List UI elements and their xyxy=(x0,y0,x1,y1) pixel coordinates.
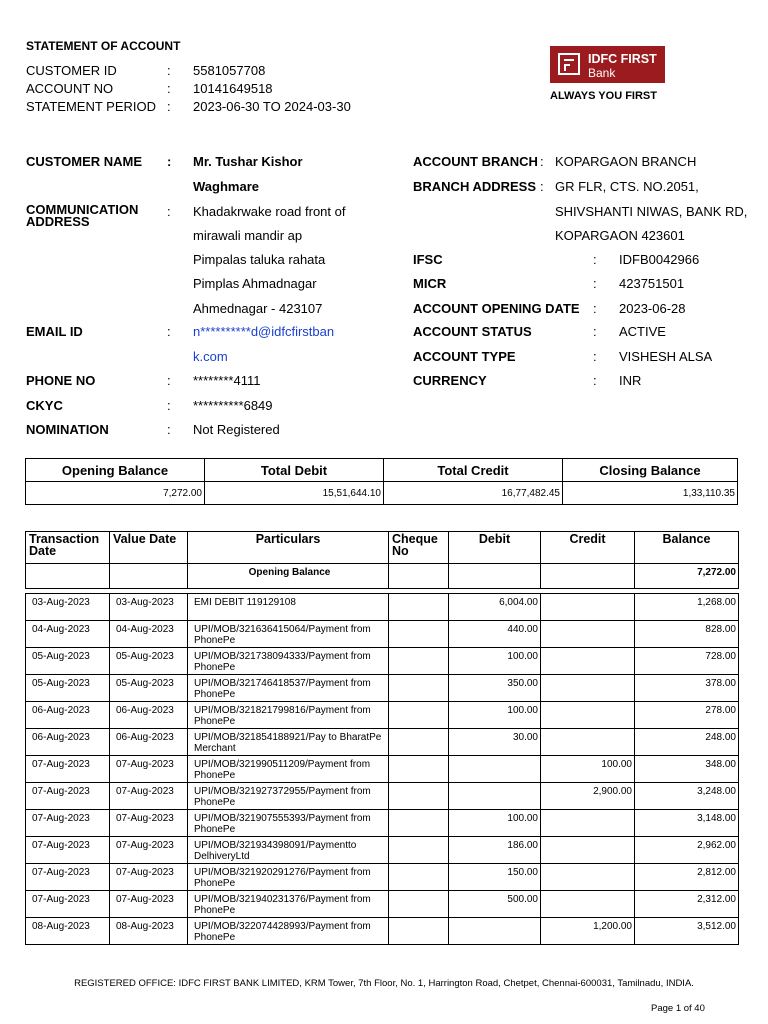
statement-title: STATEMENT OF ACCOUNT xyxy=(26,39,181,53)
idfc-first-bank-logo xyxy=(550,46,665,83)
colon: : xyxy=(540,154,544,169)
colon: : xyxy=(167,81,171,96)
particulars-cell: UPI/MOB/321940231376/Payment from PhonePe xyxy=(188,890,389,917)
currency-label: CURRENCY xyxy=(413,373,487,388)
value-date-cell: 03-Aug-2023 xyxy=(110,594,188,621)
credit-cell: 2,900.00 xyxy=(541,782,635,809)
balance-cell: 2,312.00 xyxy=(635,890,739,917)
particulars-cell: UPI/MOB/321821799816/Payment from PhonePe xyxy=(188,701,389,728)
table-row xyxy=(26,701,739,728)
particulars-cell: UPI/MOB/322074428993/Payment from PhonePe xyxy=(188,917,389,944)
txn-date-cell: 05-Aug-2023 xyxy=(26,674,110,701)
particulars-cell: UPI/MOB/321990511209/Payment from PhonePe xyxy=(188,755,389,782)
account-type-label: ACCOUNT TYPE xyxy=(413,349,516,364)
debit-cell: 100.00 xyxy=(449,647,541,674)
balance-cell: 728.00 xyxy=(635,647,739,674)
customer-name-line1: Mr. Tushar Kishor xyxy=(193,154,303,169)
debit-cell xyxy=(449,782,541,809)
colon: : xyxy=(167,63,171,78)
colon: : xyxy=(167,204,171,219)
txn-date-cell: 07-Aug-2023 xyxy=(26,863,110,890)
cell xyxy=(449,564,541,589)
table-row xyxy=(26,836,739,863)
credit-cell xyxy=(541,890,635,917)
branch-address-label: BRANCH ADDRESS xyxy=(413,179,537,194)
value-date-cell: 05-Aug-2023 xyxy=(110,674,188,701)
credit-cell xyxy=(541,809,635,836)
colon: : xyxy=(167,99,171,114)
balance-cell: 2,962.00 xyxy=(635,836,739,863)
balance-cell: 3,512.00 xyxy=(635,917,739,944)
total-credit-value: 16,77,482.45 xyxy=(384,482,563,505)
email-label: EMAIL ID xyxy=(26,324,83,339)
credit-cell: 100.00 xyxy=(541,755,635,782)
transactions-table xyxy=(25,531,739,945)
cheque-cell xyxy=(389,890,449,917)
communication-address-label xyxy=(26,204,138,228)
balance-cell: 348.00 xyxy=(635,755,739,782)
customer-id-value: 5581057708 xyxy=(193,63,266,78)
statement-period-value: 2023-06-30 TO 2024-03-30 xyxy=(193,99,351,114)
credit-cell xyxy=(541,701,635,728)
ckyc-label: CKYC xyxy=(26,398,63,413)
customer-name-line2: Waghmare xyxy=(193,179,259,194)
colon: : xyxy=(167,398,171,413)
ifsc-label: IFSC xyxy=(413,252,443,267)
cheque-cell xyxy=(389,863,449,890)
address-line: mirawali mandir ap xyxy=(193,228,303,243)
value-date-cell: 07-Aug-2023 xyxy=(110,890,188,917)
cheque-cell xyxy=(389,674,449,701)
colon: : xyxy=(593,373,597,388)
table-row xyxy=(26,594,739,621)
nomination-label: NOMINATION xyxy=(26,422,109,437)
cheque-cell xyxy=(389,728,449,755)
account-branch-value: KOPARGAON BRANCH xyxy=(555,154,697,169)
value-date-cell: 08-Aug-2023 xyxy=(110,917,188,944)
credit-cell xyxy=(541,863,635,890)
cheque-cell xyxy=(389,836,449,863)
value-date-cell: 06-Aug-2023 xyxy=(110,701,188,728)
cheque-cell xyxy=(389,809,449,836)
particulars-cell: UPI/MOB/321907555393/Payment from PhonePe xyxy=(188,809,389,836)
cell xyxy=(541,564,635,589)
opening-balance-amount: 7,272.00 xyxy=(635,564,739,589)
debit-cell: 150.00 xyxy=(449,863,541,890)
account-status-value: ACTIVE xyxy=(619,324,666,339)
col-header-credit: Credit xyxy=(541,532,635,564)
value-date-cell: 07-Aug-2023 xyxy=(110,782,188,809)
table-row xyxy=(26,890,739,917)
txn-date-cell: 06-Aug-2023 xyxy=(26,701,110,728)
credit-cell xyxy=(541,647,635,674)
table-row xyxy=(26,755,739,782)
debit-cell: 30.00 xyxy=(449,728,541,755)
cell xyxy=(26,564,110,589)
particulars-cell: UPI/MOB/321746418537/Payment from PhonePe xyxy=(188,674,389,701)
logo-text-line1: IDFC FIRST xyxy=(588,52,657,66)
debit-cell: 100.00 xyxy=(449,701,541,728)
branch-address-line: SHIVSHANTI NIWAS, BANK RD, xyxy=(555,204,748,219)
logo-text-line2: Bank xyxy=(588,66,616,80)
cheque-cell xyxy=(389,755,449,782)
debit-cell: 500.00 xyxy=(449,890,541,917)
col-header-balance: Balance xyxy=(635,532,739,564)
txn-date-cell: 08-Aug-2023 xyxy=(26,917,110,944)
colon: : xyxy=(593,276,597,291)
txn-date-cell: 07-Aug-2023 xyxy=(26,782,110,809)
address-line: Pimpalas taluka rahata xyxy=(193,252,326,267)
micr-label: MICR xyxy=(413,276,447,291)
account-opening-date-value: 2023-06-28 xyxy=(619,301,686,316)
account-status-label: ACCOUNT STATUS xyxy=(413,324,532,339)
col-header-particulars: Particulars xyxy=(188,532,389,564)
table-row xyxy=(26,917,739,944)
txn-date-cell: 07-Aug-2023 xyxy=(26,755,110,782)
address-line: Ahmednagar - 423107 xyxy=(193,301,323,316)
communication-label-line1: COMMUNICATION xyxy=(26,202,139,217)
balance-cell: 278.00 xyxy=(635,701,739,728)
cheque-cell xyxy=(389,782,449,809)
value-date-cell: 05-Aug-2023 xyxy=(110,647,188,674)
phone-value: ********4111 xyxy=(193,373,261,388)
debit-cell: 100.00 xyxy=(449,809,541,836)
balance-cell: 248.00 xyxy=(635,728,739,755)
bank-logo-icon xyxy=(558,53,580,75)
value-date-cell: 04-Aug-2023 xyxy=(110,620,188,647)
particulars-cell: UPI/MOB/321854188921/Pay to BharatPe Merchant xyxy=(188,728,389,755)
colon: : xyxy=(167,324,171,339)
closing-balance-header: Closing Balance xyxy=(563,459,738,482)
table-row xyxy=(26,620,739,647)
opening-balance-value: 7,272.00 xyxy=(26,482,205,505)
colon: : xyxy=(540,179,544,194)
value-date-cell: 07-Aug-2023 xyxy=(110,836,188,863)
table-row xyxy=(26,809,739,836)
balance-cell: 3,148.00 xyxy=(635,809,739,836)
col-header-debit: Debit xyxy=(449,532,541,564)
account-no-label: ACCOUNT NO xyxy=(26,81,114,96)
debit-cell: 350.00 xyxy=(449,674,541,701)
opening-balance-label: Opening Balance xyxy=(188,564,389,589)
colon: : xyxy=(167,422,171,437)
value-date-cell: 07-Aug-2023 xyxy=(110,863,188,890)
credit-cell xyxy=(541,594,635,621)
customer-name-label: CUSTOMER NAME xyxy=(26,154,143,169)
col-header-cheque-no: Cheque No xyxy=(389,532,449,564)
cheque-cell xyxy=(389,647,449,674)
address-line: Khadakrwake road front of xyxy=(193,204,346,219)
statement-period-label: STATEMENT PERIOD xyxy=(26,99,157,114)
cell xyxy=(110,564,188,589)
phone-label: PHONE NO xyxy=(26,373,96,388)
total-debit-header: Total Debit xyxy=(205,459,384,482)
cheque-cell xyxy=(389,594,449,621)
value-date-cell: 07-Aug-2023 xyxy=(110,755,188,782)
table-row xyxy=(26,782,739,809)
credit-cell xyxy=(541,728,635,755)
account-opening-date-label: ACCOUNT OPENING DATE xyxy=(413,301,580,316)
txn-date-cell: 07-Aug-2023 xyxy=(26,809,110,836)
txn-date-cell: 07-Aug-2023 xyxy=(26,890,110,917)
particulars-cell: EMI DEBIT 119129108 xyxy=(188,594,389,621)
email-value-line2[interactable]: k.com xyxy=(193,349,228,364)
txn-date-cell: 06-Aug-2023 xyxy=(26,728,110,755)
total-credit-header: Total Credit xyxy=(384,459,563,482)
txn-date-cell: 04-Aug-2023 xyxy=(26,620,110,647)
debit-cell xyxy=(449,917,541,944)
opening-balance-header: Opening Balance xyxy=(26,459,205,482)
cheque-cell xyxy=(389,620,449,647)
particulars-cell: UPI/MOB/321636415064/Payment from PhonePe xyxy=(188,620,389,647)
debit-cell: 6,004.00 xyxy=(449,594,541,621)
micr-value: 423751501 xyxy=(619,276,685,291)
branch-address-line: KOPARGAON 423601 xyxy=(555,228,685,243)
colon: : xyxy=(167,154,172,169)
opening-balance-row xyxy=(26,564,739,589)
value-date-cell: 07-Aug-2023 xyxy=(110,809,188,836)
colon: : xyxy=(167,373,171,388)
table-row xyxy=(26,728,739,755)
txn-date-cell: 03-Aug-2023 xyxy=(26,594,110,621)
value-date-cell: 06-Aug-2023 xyxy=(110,728,188,755)
balance-cell: 378.00 xyxy=(635,674,739,701)
particulars-cell: UPI/MOB/321927372955/Payment from PhonePe xyxy=(188,782,389,809)
particulars-cell: UPI/MOB/321738094333/Payment from PhonePe xyxy=(188,647,389,674)
balance-summary-table xyxy=(25,458,738,505)
cheque-cell xyxy=(389,701,449,728)
txn-date-cell: 05-Aug-2023 xyxy=(26,647,110,674)
particulars-cell: UPI/MOB/321920291276/Payment from PhonePe xyxy=(188,863,389,890)
txn-date-cell: 07-Aug-2023 xyxy=(26,836,110,863)
debit-cell: 186.00 xyxy=(449,836,541,863)
nomination-value: Not Registered xyxy=(193,422,280,437)
colon: : xyxy=(593,349,597,364)
cheque-cell xyxy=(389,917,449,944)
cell xyxy=(389,564,449,589)
email-value-line1[interactable]: n**********d@idfcfirstban xyxy=(193,324,335,339)
table-row xyxy=(26,647,739,674)
particulars-cell: UPI/MOB/321934398091/Paymentto DelhiveryLtd xyxy=(188,836,389,863)
ifsc-value: IDFB0042966 xyxy=(619,252,700,267)
credit-cell xyxy=(541,836,635,863)
table-row xyxy=(26,863,739,890)
col-header-value-date: Value Date xyxy=(110,532,188,564)
balance-cell: 828.00 xyxy=(635,620,739,647)
credit-cell xyxy=(541,620,635,647)
credit-cell xyxy=(541,674,635,701)
page-number: Page 1 of 40 xyxy=(651,1003,705,1014)
communication-label-line2: ADDRESS xyxy=(26,214,90,229)
colon: : xyxy=(593,324,597,339)
closing-balance-value: 1,33,110.35 xyxy=(563,482,738,505)
balance-cell: 3,248.00 xyxy=(635,782,739,809)
account-type-value: VISHESH ALSA xyxy=(619,349,713,364)
balance-cell: 1,268.00 xyxy=(635,594,739,621)
account-branch-label: ACCOUNT BRANCH xyxy=(413,154,538,169)
table-row xyxy=(26,674,739,701)
colon: : xyxy=(593,252,597,267)
debit-cell: 440.00 xyxy=(449,620,541,647)
account-no-value: 10141649518 xyxy=(193,81,273,96)
address-line: Pimplas Ahmadnagar xyxy=(193,276,317,291)
credit-cell: 1,200.00 xyxy=(541,917,635,944)
debit-cell xyxy=(449,755,541,782)
ckyc-value: **********6849 xyxy=(193,398,273,413)
registered-office-footer: REGISTERED OFFICE: IDFC FIRST BANK LIMITED, KRM Tower, 7th Floor, No. 1, Harrington Road, Chetpet, Chennai-600031, Tamilnadu, INDIA. xyxy=(74,978,694,989)
logo-tagline: ALWAYS YOU FIRST xyxy=(550,90,657,102)
currency-value: INR xyxy=(619,373,642,388)
customer-id-label: CUSTOMER ID xyxy=(26,63,117,78)
balance-cell: 2,812.00 xyxy=(635,863,739,890)
colon: : xyxy=(593,301,597,316)
total-debit-value: 15,51,644.10 xyxy=(205,482,384,505)
branch-address-line: GR FLR, CTS. NO.2051, xyxy=(555,179,699,194)
col-header-transaction-date: Transaction Date xyxy=(26,532,110,564)
